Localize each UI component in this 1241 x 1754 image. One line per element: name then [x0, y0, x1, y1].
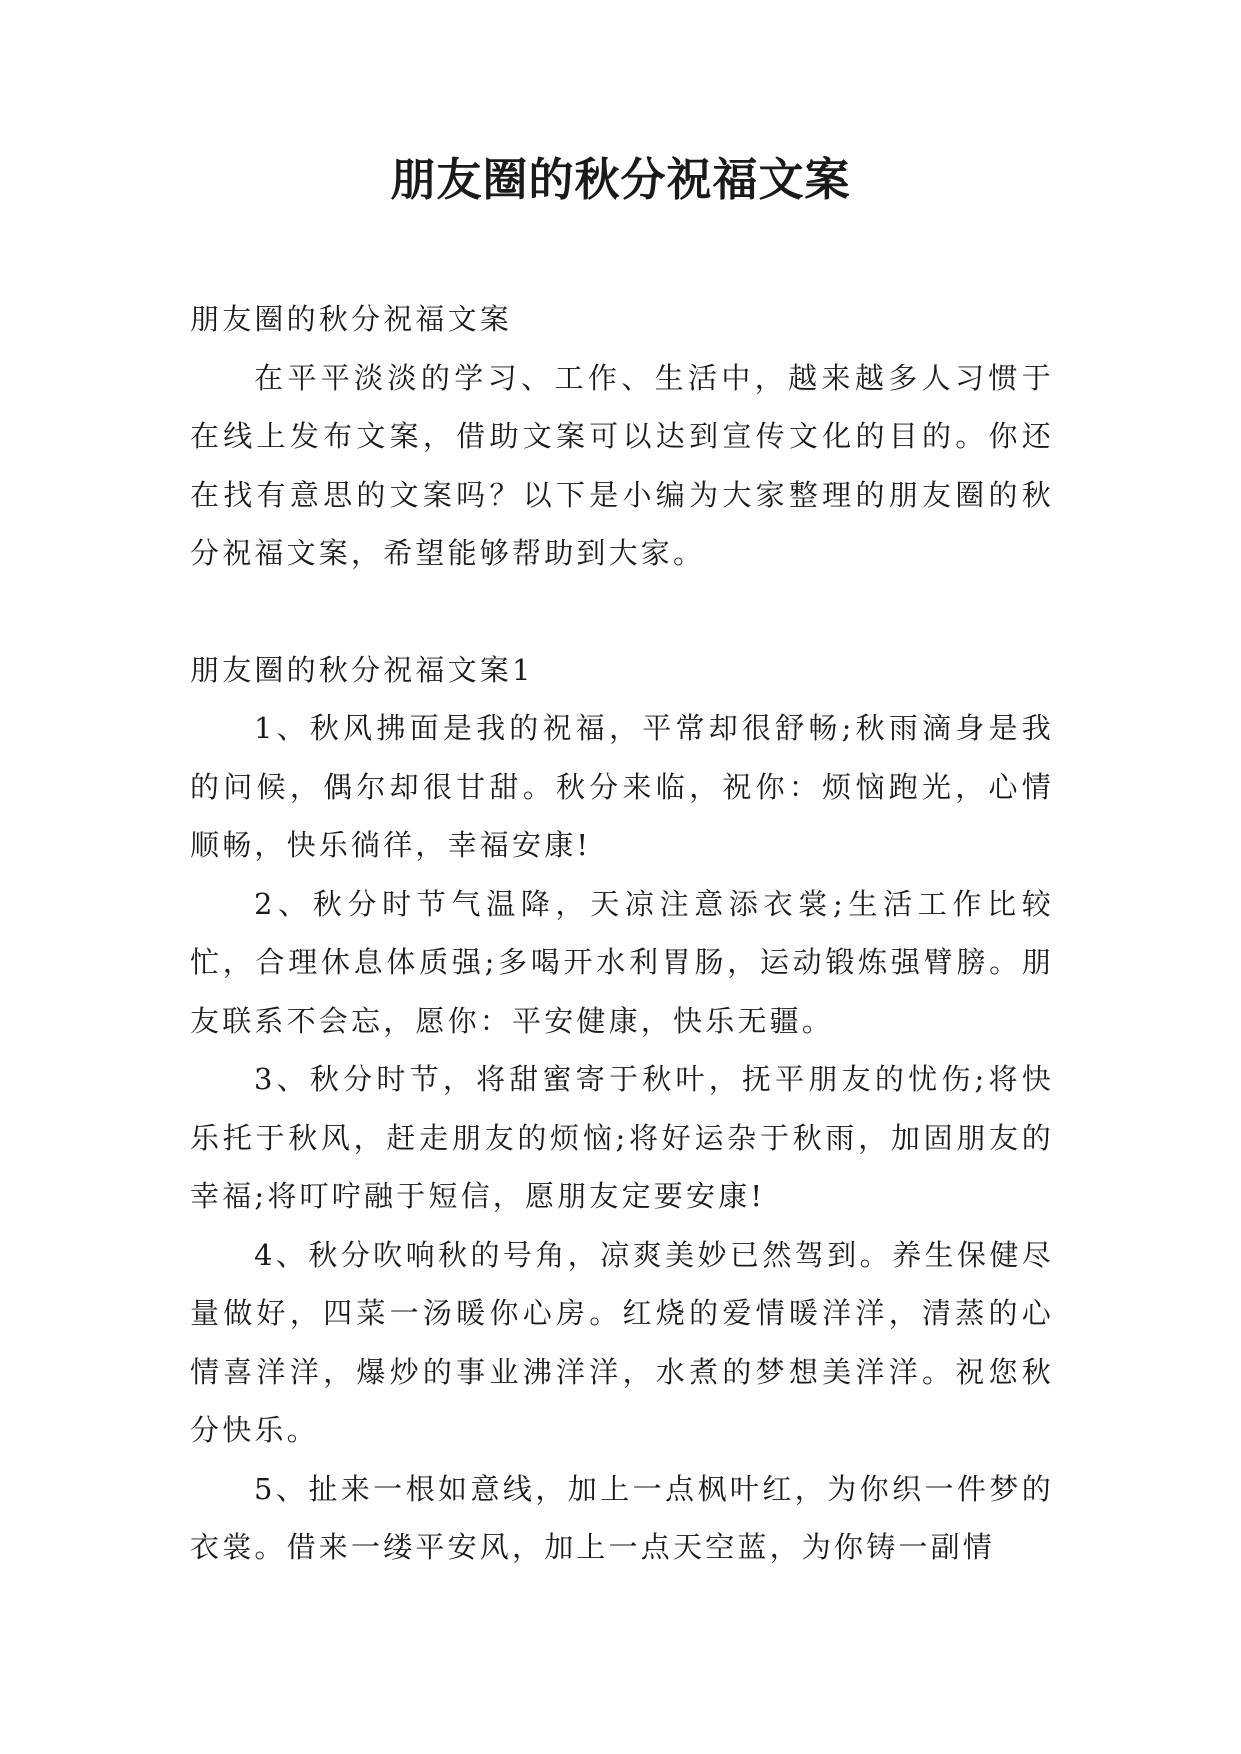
- paragraph-spacer: [190, 583, 1054, 641]
- list-item: 5、扯来一根如意线，加上一点枫叶红，为你织一件梦的衣裳。借来一缕平安风，加上一点天空蓝，为你铸一副情: [190, 1471, 1054, 1564]
- list-item: 2、秋分时节气温降，天凉注意添衣裳;生活工作比较忙，合理休息体质强;多喝开水利胃肠，运动锻炼强臂膀。朋友联系不会忘，愿你：平安健康，快乐无疆。: [190, 886, 1054, 1038]
- document-body: [190, 290, 1054, 1577]
- document-title: 朋友圈的秋分祝福文案: [390, 153, 851, 206]
- section-heading: 朋友圈的秋分祝福文案1: [190, 652, 534, 687]
- list-item: 3、秋分时节，将甜蜜寄于秋叶，抚平朋友的忧伤;将快乐托于秋风，赶走朋友的烦恼;将好运杂于秋雨，加固朋友的幸福;将叮咛融于短信，愿朋友定要安康!: [190, 1062, 1054, 1213]
- list-item: 4、秋分吹响秋的号角，凉爽美妙已然驾到。养生保健尽量做好，四菜一汤暖你心房。红烧的爱情暖洋洋，清蒸的心情喜洋洋，爆炒的事业沸洋洋，水煮的梦想美洋洋。祝您秋分快乐。: [190, 1237, 1054, 1447]
- list-item: 1、秋风拂面是我的祝福，平常却很舒畅;秋雨滴身是我的问候，偶尔却很甘甜。秋分来临，祝你：烦恼跑光，心情顺畅，快乐徜徉，幸福安康!: [190, 711, 1054, 862]
- document-subtitle: 朋友圈的秋分祝福文案: [190, 302, 513, 336]
- intro-paragraph: 在平平淡淡的学习、工作、生活中，越来越多人习惯于在线上发布文案，借助文案可以达到宣传文化的目的。你还在找有意思的文案吗？以下是小编为大家整理的朋友圈的秋分祝福文案，希望能够帮助到大家。: [190, 360, 1054, 570]
